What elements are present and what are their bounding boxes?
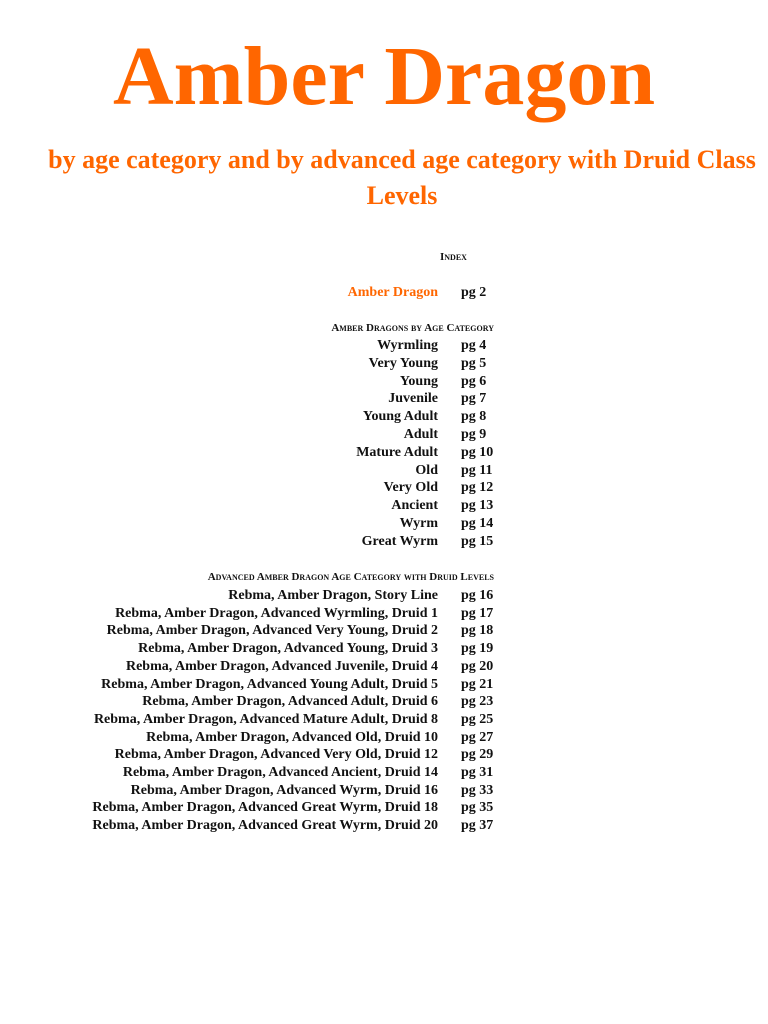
toc-entry xyxy=(0,587,768,605)
toc-entry xyxy=(0,605,768,623)
toc-entry-page: pg 18 xyxy=(461,623,494,639)
toc-entry-label: Mature Adult xyxy=(356,444,438,460)
toc-entry-label: Rebma, Amber Dragon, Advanced Wyrm, Druid 16 xyxy=(130,782,438,798)
toc-entry xyxy=(0,676,768,694)
toc-entry-label: Very Young xyxy=(368,355,438,371)
toc-entry-page: pg 14 xyxy=(461,516,494,531)
toc-entry-label: Young xyxy=(399,373,438,389)
toc-entry xyxy=(0,729,768,747)
toc-entry-label: Ancient xyxy=(391,498,438,514)
toc-entry-page: pg 9 xyxy=(461,427,487,442)
toc-entry-label: Rebma, Amber Dragon, Advanced Wyrmling, Druid 1 xyxy=(115,605,438,621)
toc-entry xyxy=(0,711,768,729)
toc-entry-label: Rebma, Amber Dragon, Story Line xyxy=(228,588,438,603)
toc-entry xyxy=(0,390,768,408)
toc-entry-label: Rebma, Amber Dragon, Advanced Mature Adult, Druid 8 xyxy=(93,711,438,727)
toc-entry-label: Rebma, Amber Dragon, Advanced Ancient, Druid 14 xyxy=(122,765,438,780)
toc-entry-label: Adult xyxy=(403,427,438,442)
toc-entry-label: Old xyxy=(415,462,438,478)
intro-entry-page: pg 2 xyxy=(461,285,487,300)
section-heading-age-category: Amber Dragons by Age Category xyxy=(331,322,494,334)
toc-entry xyxy=(0,640,768,658)
toc-entry-label: Rebma, Amber Dragon, Advanced Great Wyrm, Druid 20 xyxy=(92,818,438,834)
toc-entry-label: Rebma, Amber Dragon, Advanced Young Adult, Druid 5 xyxy=(101,676,438,692)
toc-entry-label: Great Wyrm xyxy=(361,533,438,549)
toc-entry-page: pg 23 xyxy=(461,694,494,710)
toc-entry-label: Rebma, Amber Dragon, Advanced Very Young, Druid 2 xyxy=(106,623,438,639)
toc-entry-label: Young Adult xyxy=(362,409,438,425)
toc-entry-label: Juvenile xyxy=(388,391,438,407)
toc-entry xyxy=(0,658,768,676)
document-title: Amber Dragon xyxy=(112,30,656,123)
toc-entry-label: Rebma, Amber Dragon, Advanced Adult, Druid 6 xyxy=(142,694,438,710)
toc-entry xyxy=(0,764,768,782)
toc-entry xyxy=(0,373,768,391)
toc-entry xyxy=(0,693,768,711)
toc-entry xyxy=(0,622,768,640)
toc-entry-page: pg 33 xyxy=(461,782,494,798)
toc-entry xyxy=(0,355,768,373)
toc-entry-label: Wyrm xyxy=(399,516,438,531)
toc-entry-page: pg 5 xyxy=(461,355,487,371)
toc-entry xyxy=(0,799,768,817)
toc-entry-page: pg 4 xyxy=(461,338,487,353)
toc-entry xyxy=(0,515,768,533)
toc-entry-page: pg 35 xyxy=(461,800,494,816)
toc-entry xyxy=(0,533,768,551)
toc-entry-label: Rebma, Amber Dragon, Advanced Very Old, Druid 12 xyxy=(114,747,438,763)
toc-entry-page: pg 17 xyxy=(461,605,494,621)
toc-entry xyxy=(0,462,768,480)
section-heading-advanced: Advanced Amber Dragon Age Category with Druid Levels xyxy=(207,571,494,583)
toc-entry-page: pg 10 xyxy=(461,444,494,460)
toc-entry-page: pg 27 xyxy=(461,729,494,745)
toc-entry xyxy=(0,479,768,497)
intro-entry xyxy=(0,284,768,302)
toc-entry-page: pg 29 xyxy=(461,747,494,763)
document-subtitle: by age category and by advanced age category with Druid Class Levels xyxy=(48,145,756,210)
toc-entry-page: pg 20 xyxy=(461,658,494,674)
toc-entry xyxy=(0,408,768,426)
toc-entry-page: pg 13 xyxy=(461,498,494,514)
toc-entry xyxy=(0,426,768,444)
toc-entry-label: Rebma, Amber Dragon, Advanced Young, Druid 3 xyxy=(138,641,438,657)
toc-entry xyxy=(0,497,768,515)
index-heading: Index xyxy=(440,251,467,263)
toc-entry-page: pg 6 xyxy=(461,373,487,389)
toc-entry xyxy=(0,746,768,764)
toc-entry-page: pg 16 xyxy=(461,588,494,603)
toc-entry-label: Wyrmling xyxy=(377,338,438,353)
toc-entry xyxy=(0,337,768,355)
toc-entry-label: Very Old xyxy=(383,480,438,496)
toc-entry-page: pg 12 xyxy=(461,480,494,496)
toc-entry-page: pg 21 xyxy=(461,676,494,692)
toc-entry-page: pg 25 xyxy=(461,711,494,727)
toc-entry-page: pg 37 xyxy=(461,818,494,834)
toc-entry xyxy=(0,444,768,462)
toc-entry-label: Rebma, Amber Dragon, Advanced Old, Druid 10 xyxy=(146,729,438,745)
toc-entry-label: Rebma, Amber Dragon, Advanced Juvenile, Druid 4 xyxy=(125,658,438,674)
toc-entry-label: Rebma, Amber Dragon, Advanced Great Wyrm, Druid 18 xyxy=(92,800,438,816)
toc-entry-page: pg 31 xyxy=(461,765,494,780)
toc-entry xyxy=(0,782,768,800)
toc-entry-page: pg 15 xyxy=(461,533,494,549)
intro-entry-label: Amber Dragon xyxy=(347,285,438,300)
toc-entry-page: pg 11 xyxy=(461,462,493,478)
toc-entry xyxy=(0,817,768,835)
toc-entry-page: pg 8 xyxy=(461,409,487,425)
toc-entry-page: pg 7 xyxy=(461,391,487,407)
toc-entry-page: pg 19 xyxy=(461,641,494,657)
